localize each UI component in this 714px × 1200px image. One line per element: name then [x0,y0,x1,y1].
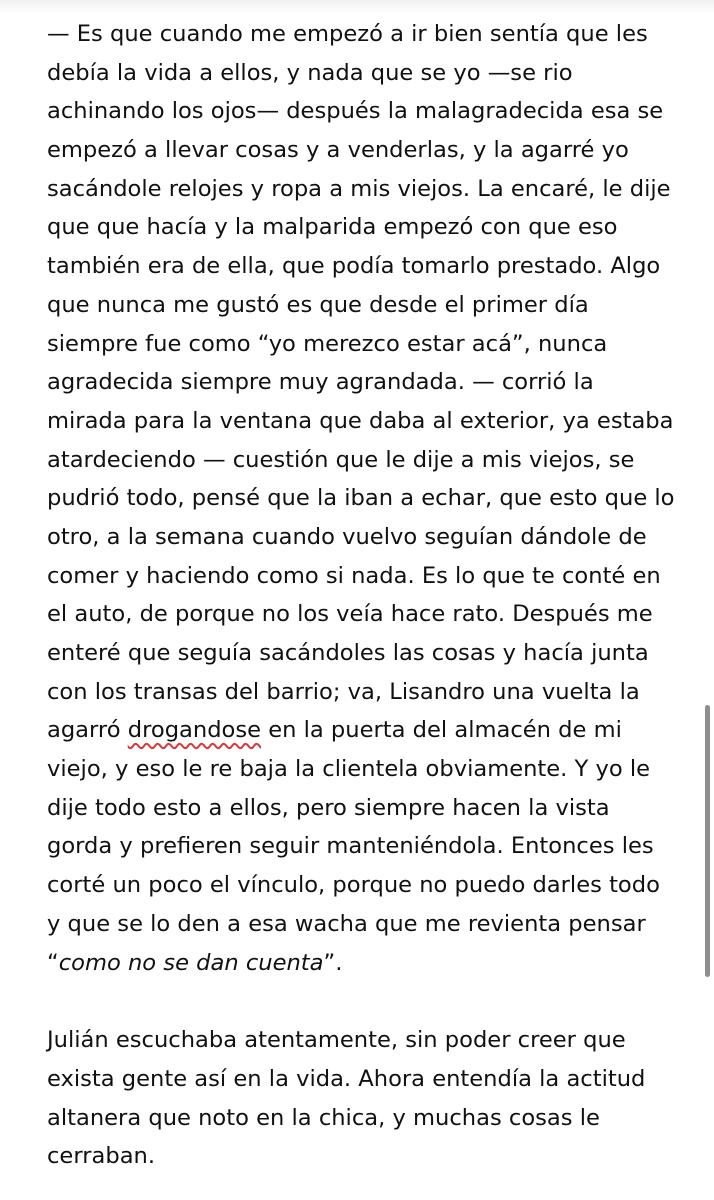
text-line: otro, a la semana cuando vuelvo seguían dándole de [47,523,647,550]
text-line: mirada para la ventana que daba al exterior, ya estaba [47,407,674,434]
italic-quote: como no se dan cuenta [58,949,324,976]
quote-mark: “ [47,949,59,976]
text-line: viejo, y eso le re baja la clientela obviamente. Y yo le [47,756,651,783]
text-line: atardeciendo — cuestión que le dije a mis viejos, se [47,446,635,473]
text-line: — Es que cuando me empezó a ir bien sentía que les [47,21,648,47]
text-line: también era de ella, que podía tomarlo prestado. Algo [47,253,661,280]
quote-mark: ”. [323,949,343,976]
text-line: gorda y prefieren seguir manteniéndola. Entonces les [47,833,654,860]
paragraph-dialogue [47,15,687,982]
text-line: achinando los ojos— después la malagradecida esa se [47,98,664,125]
text-fragment: agarró [47,717,128,744]
text-line: dije todo esto a ellos, pero siempre hacen la vista [47,794,610,821]
paragraph-narration [47,1021,687,1176]
text-line: exista gente así en la vida. Ahora entendía la actitud [47,1065,646,1092]
vertical-scrollbar[interactable] [705,705,710,977]
misspelled-word[interactable]: drogandose [127,717,262,744]
text-line [47,944,687,983]
text-line: el auto, de porque no los veía hace rato. Después me [47,601,653,628]
text-line: siempre fue como “yo merezco estar acá”, nunca [47,330,608,357]
text-line: y que se lo den a esa wacha que me revienta pensar [47,910,646,937]
text-line: cerraban. [47,1143,156,1170]
text-line: corté un poco el vínculo, porque no puedo darles todo [47,872,660,899]
text-line: pudrió todo, pensé que la iban a echar, que esto que lo [47,485,675,512]
text-line: comer y haciendo como si nada. Es lo que te conté en [47,562,661,589]
text-line: enteré que seguía sacándoles las cosas y hacía junta [47,640,649,666]
document-body [47,15,687,1176]
text-line: sacándole relojes y ropa a mis viejos. La encaré, le dije [47,175,671,202]
text-line: con los transas del barrio; va, Lisandro una vuelta la [47,678,640,705]
text-line: Julián escuchaba atentamente, sin poder creer que [47,1027,626,1054]
text-line [47,711,687,750]
text-line: empezó a llevar cosas y a venderlas, y la agarré yo [47,137,629,164]
text-line: que nunca me gustó es que desde el primer día [47,291,589,318]
text-fragment: en la puerta del almacén de mi [261,717,622,744]
text-line: altanera que noto en la chica, y muchas cosas le [47,1104,600,1131]
paragraph-spacer [47,982,687,1021]
text-line: debía la vida a ellos, y nada que se yo —se rio [47,59,573,86]
text-line: agradecida siempre muy agrandada. — corrió la [47,369,594,396]
text-line: que que hacía y la malparida empezó con que eso [47,214,618,241]
top-edge-shade [0,0,714,14]
